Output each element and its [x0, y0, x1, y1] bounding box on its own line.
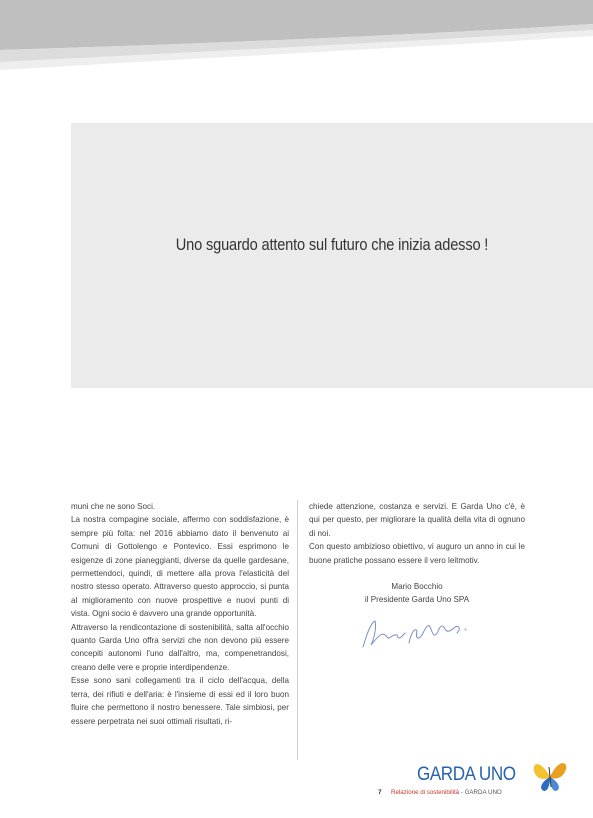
- footer-separator: -: [459, 789, 465, 796]
- right-text-column: [309, 500, 525, 651]
- handwritten-signature: [357, 615, 477, 651]
- signatory-role: il Presidente Garda Uno SPA: [364, 595, 470, 605]
- paragraph: chiede attenzione, costanza e servizi. E Garda Uno c'è, è qui per questo, per migliorare la qualità della vita di ognuno di noi.: [309, 502, 525, 538]
- paragraph: Con questo ambizioso obiettivo, vi auguro un anno in cui le buone pratiche possano essere il vero leitmotiv.: [309, 542, 525, 565]
- header-wave-band: [0, 0, 593, 75]
- column-divider: [297, 500, 298, 760]
- page-headline: Uno sguardo attento sul futuro che inizia adesso !: [175, 235, 489, 254]
- signature-block: [309, 580, 525, 651]
- butterfly-logo-icon: [528, 755, 572, 795]
- paragraph: Esse sono sani collegamenti tra il ciclo dell'acqua, della terra, dei rifiuti e dell'aria: è l'insieme di essi ed il loro buon fluire che permettono il nostro benessere. Tale simbiosi, per essere perpetrata nei suoi ottimali risultati, ri-: [71, 676, 289, 726]
- left-text-column: [71, 500, 289, 728]
- garda-uno-brand: GARDA UNO: [417, 764, 516, 785]
- footer-company: GARDA UNO: [464, 789, 502, 796]
- page-number: 7: [378, 789, 382, 796]
- signatory-name: Mario Bocchio: [391, 582, 443, 592]
- paragraph: Attraverso la rendicontazione di sostenibilità, salta all'occhio quanto Garda Uno offra servizi che non devono più essere concepiti autonomi l'uno dall'altro, ma, compenetrandosi, creano delle vere e proprie interdipendenze.: [71, 622, 289, 672]
- report-title: Relazione di sostenibilità: [391, 789, 460, 796]
- paragraph: muni che ne sono Soci.: [71, 502, 156, 511]
- footer-report-title: [391, 789, 502, 796]
- headline-box: [71, 123, 593, 388]
- paragraph: La nostra compagine sociale, affermo con soddisfazione, è sempre più folta: nel 2016 abbiamo dato il benvenuto ai Comuni di Gottolengo e Pontevico. Essi esprimono le esigenze di zone pianeggianti, diverse da quelle gardesane, permettendoci, quindi, di mettere alla prova l'elasticità del nostro stesso operato. Attraverso questo approccio, si punta al miglioramento con nuove prospettive e nuovi punti di vista. Ogni socio è davvero una grande opportunità.: [71, 515, 289, 619]
